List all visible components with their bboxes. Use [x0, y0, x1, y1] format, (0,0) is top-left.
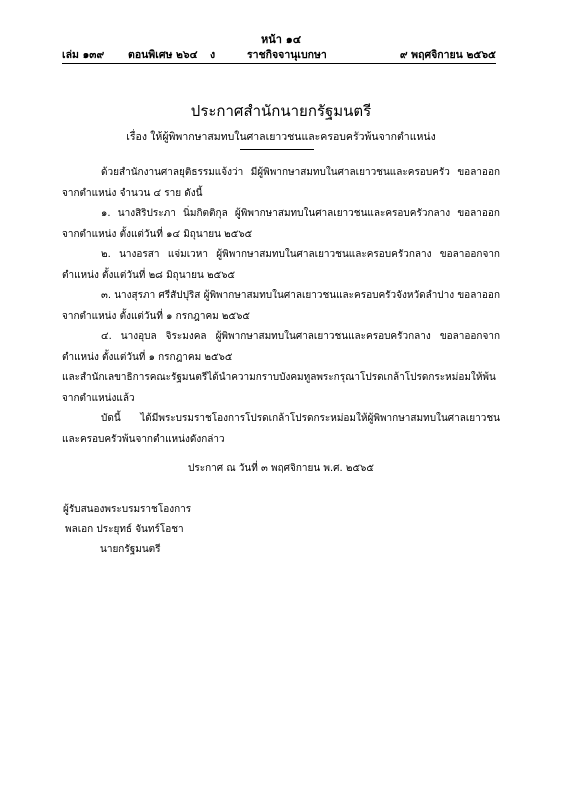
body-intro: ด้วยสำนักงานศาลยุติธรรมแจ้งว่า มีผู้พิพากษาสมทบในศาลเยาวชนและครอบครัว ขอลาออกจากตำแหน่ง จำนวน ๔ ราย ดังนี้	[62, 167, 500, 199]
countersign-block	[62, 500, 191, 560]
header-date: ๙ พฤศจิกายน ๒๕๖๕	[399, 49, 496, 61]
header-section: ง	[210, 49, 216, 61]
gazette-header	[62, 46, 496, 62]
countersign-name: พลเอก ประยุทธ์ จันทร์โอชา	[65, 524, 184, 535]
list-item: ๑. นางสิริประภา นิ่มกิตติกุล ผู้พิพากษาสมทบในศาลเยาวชนและครอบครัวกลาง ขอลาออกจากตำแหน่ง ตั้งแต่วันที่ ๑๔ มิถุนายน ๒๕๖๕	[62, 208, 500, 240]
document-title: ประกาศสำนักนายกรัฐมนตรี	[190, 102, 372, 120]
signing-date: ประกาศ ณ วันที่ ๓ พฤศจิกายน พ.ศ. ๒๕๖๕	[188, 463, 374, 474]
header-part-label: ตอนพิเศษ	[128, 49, 173, 61]
body-continuation: และสำนักเลขาธิการคณะรัฐมนตรีได้นำความกราบบังคมทูลพระกรุณาโปรดเกล้าโปรดกระหม่อมให้พ้นจากตำแหน่งแล้ว	[62, 372, 496, 404]
header-issue-number: ๒๖๔	[176, 49, 198, 61]
list-item: ๓. นางสุรภา ศรีสัปปุริส ผู้พิพากษาสมทบในศาลเยาวชนและครอบครัวจังหวัดลำปาง ขอลาออกจากตำแหน่ง ตั้งแต่วันที่ ๑ กรกฎาคม ๒๕๖๕	[62, 290, 500, 322]
document-subject: เรื่อง ให้ผู้พิพากษาสมทบในศาลเยาวชนและครอบครัวพ้นจากตำแหน่ง	[126, 131, 436, 143]
subject-rule	[240, 149, 314, 150]
header-volume: เล่ม ๑๓๙	[62, 49, 105, 61]
list-item: ๔. นางอุบล จิระมงคล ผู้พิพากษาสมทบในศาลเยาวชนและครอบครัวกลาง ขอลาออกจากตำแหน่ง ตั้งแต่วันที่ ๑ กรกฎาคม ๒๕๖๕	[62, 331, 500, 363]
header-rule	[62, 63, 496, 64]
document-body	[62, 163, 500, 450]
body-closing: บัดนี้ ได้มีพระบรมราชโองการโปรดเกล้าโปรดกระหม่อมให้ผู้พิพากษาสมทบในศาลเยาวชนและครอบครัวพ้นจากตำแหน่งดังกล่าว	[62, 413, 500, 445]
countersign-title: ผู้รับสนองพระบรมราชโองการ	[63, 504, 192, 515]
countersign-role: นายกรัฐมนตรี	[100, 544, 161, 555]
list-item: ๒. นางอรสา แจ่มเวหา ผู้พิพากษาสมทบในศาลเยาวชนและครอบครัวกลาง ขอลาออกจากตำแหน่ง ตั้งแต่วันที่ ๒๘ มิถุนายน ๒๕๖๕	[62, 249, 500, 281]
page-number: หน้า ๑๔	[260, 33, 302, 46]
header-gazette-name: ราชกิจจานุเบกษา	[247, 49, 327, 61]
